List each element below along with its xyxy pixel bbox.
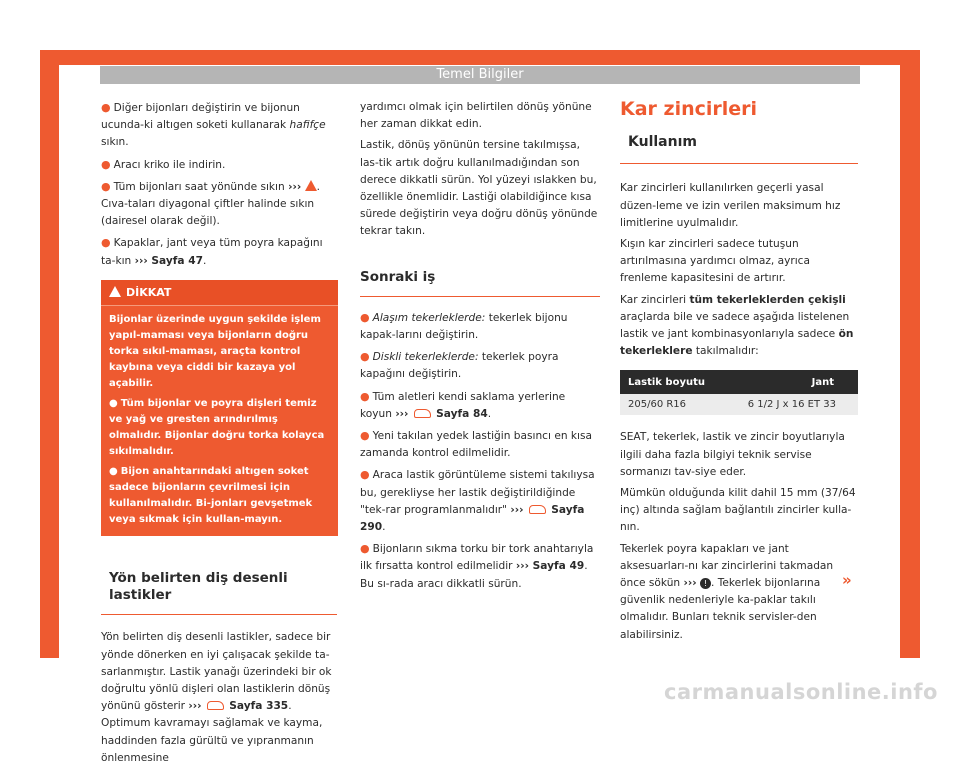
- paragraph: yardımcı olmak için belirtilen dönüş yönüne her zaman dikkat edin.: [360, 101, 592, 131]
- car-icon: [529, 505, 546, 514]
- table-row: [620, 394, 858, 415]
- reference-arrows[interactable]: ›››: [510, 503, 524, 516]
- tire-table: [620, 370, 858, 415]
- chapter-title: Kar zincirleri: [620, 98, 758, 120]
- bullet-icon: ●: [101, 157, 111, 171]
- text: tekerlek bijonu kapak-larını değiştirin.: [360, 311, 568, 342]
- bullet-icon: ●: [360, 310, 370, 324]
- info-icon: !: [700, 578, 711, 589]
- list-item: [109, 396, 330, 460]
- bullet-icon: ●: [101, 101, 111, 114]
- text: Tüm aletleri kendi saklama yerlerine koyun: [360, 390, 566, 420]
- text: Kapaklar, jant veya tüm poyra kapağını ta-kın: [101, 237, 323, 267]
- bullet-icon: ●: [109, 466, 118, 478]
- page-number: 51: [850, 632, 863, 643]
- text: . Optimum kavramayı sağlamak ve kayma, haddinden fazla gürültü ve yıpranmanın önlenmesine: [101, 700, 323, 764]
- text-italic: hafifçe: [289, 119, 326, 132]
- list-item: [101, 178, 337, 231]
- text: Kar zincirleri: [620, 293, 690, 306]
- text-bold: ön tekerleklere: [620, 328, 854, 358]
- paragraph: [620, 292, 858, 361]
- danger-text: Bijon anahtarındaki altıgen soket sadece bijonların çevrilmesi için kullanılmalıdır. Bi-jonları gevşetmek veya sıkmak için kullan-mayın.: [109, 466, 313, 526]
- paragraph: Mümkün olduğunda kilit dahil 15 mm (37/64 inç) altında sağlam bağlantılı zincirler kulla-nın.: [620, 487, 856, 534]
- reference-arrows[interactable]: ›››: [683, 577, 697, 590]
- paragraph: Lastik, dönüş yönünün tersine takılmışsa, las-tik artık doğru kullanılmadığından son derece dikkatli sürün. Yol yüzeyi ıslakken bu, özellikle önemlidir. Lastiği olabildiğince kısa sürede değiştirin veya doğru dönüş yönünde tekrar takın.: [360, 139, 598, 238]
- text: . Bu sı-rada aracı dikkatli sürün.: [360, 560, 588, 590]
- text-italic: Diskli tekerleklerde:: [372, 351, 479, 364]
- page-reference-link[interactable]: Sayfa 84: [436, 407, 488, 420]
- bullet-icon: ●: [109, 398, 118, 410]
- text: .: [202, 254, 207, 267]
- text-italic: Alaşım tekerleklerde:: [372, 311, 486, 324]
- page-reference-link[interactable]: Sayfa 290: [360, 503, 585, 534]
- bullet-icon: ●: [101, 236, 111, 250]
- paragraph: Kışın kar zincirleri sadece tutuşun artırılmasına yardımcı olmaz, ayrıca frenleme kapasitesini de artırır.: [620, 238, 810, 285]
- section-heading: Kullanım: [620, 130, 858, 164]
- list-item: [360, 466, 600, 536]
- bullet-icon: ●: [360, 429, 370, 443]
- danger-text: Bijonlar üzerinde uygun şekilde işlem yapıl-maması veya bijonların doğru torka sıkıl-maması, araçta kontrol kaybına veya ciddi bir kazaya yol açabilir.: [109, 314, 321, 390]
- warning-triangle-icon: [109, 286, 121, 297]
- watermark-text: carmanualsonline.info: [664, 680, 938, 704]
- table-header: Lastik boyutu: [620, 370, 725, 394]
- text: Tüm bijonları saat yönünde sıkın: [113, 180, 289, 193]
- bullet-icon: ●: [360, 350, 370, 364]
- text: Aracı kriko ile indirin.: [113, 158, 226, 171]
- text-bold: tüm tekerleklerden çekişli: [689, 293, 846, 306]
- reference-arrows[interactable]: ›››: [395, 407, 409, 420]
- text: . Cıva-taları diyagonal çiftler halinde sıkın (dairesel olarak değil).: [101, 180, 320, 228]
- bullet-icon: ●: [101, 179, 111, 193]
- table-cell: 6 1/2 J x 16 ET 33: [725, 394, 858, 415]
- list-item: [101, 99, 337, 152]
- list-item: [109, 464, 330, 528]
- paragraph: [620, 541, 858, 644]
- reference-arrows[interactable]: ›››: [288, 180, 302, 193]
- danger-box: [101, 280, 338, 536]
- list-item: [360, 309, 600, 344]
- list-item: [101, 156, 337, 174]
- section-heading: Sonraki iş: [360, 255, 600, 297]
- page-reference-link[interactable]: Sayfa 335: [229, 700, 289, 713]
- text: takılmalıdır:: [692, 345, 759, 358]
- list-item: [101, 234, 337, 269]
- table-cell: 205/60 R16: [620, 394, 725, 415]
- bullet-icon: ●: [360, 468, 370, 482]
- text: .: [382, 521, 386, 534]
- reference-arrows[interactable]: ›››: [188, 700, 202, 713]
- table-header: Jant: [725, 370, 858, 394]
- danger-body: [101, 306, 338, 536]
- text: tekerlek poyra kapağını değiştirin.: [360, 351, 559, 381]
- paragraph: Kar zincirleri kullanılırken geçerli yasal düzen-leme ve izin verilen maksimum hız limitlerine uyulmalıdır.: [620, 182, 841, 229]
- text: Bijonların sıkma torku bir tork anahtarıyla ilk fırsatta kontrol edilmelidir: [360, 543, 594, 573]
- text: Diğer bijonları değiştirin ve bijonun ucunda-ki altıgen soketi kullanarak: [101, 102, 300, 132]
- text: Yeni takılan yedek lastiğin basıncı en kısa zamanda kontrol edilmelidir.: [360, 430, 593, 460]
- section-heading: Yön belirten diş desenli lastikler: [101, 558, 337, 615]
- list-item: [360, 540, 600, 593]
- continue-icon: »: [842, 571, 852, 589]
- warning-triangle-icon: [305, 180, 317, 191]
- text: araçlarda bile ve sadece aşağıda listelenen lastik ve jant kombinasyonlarıyla sadece: [620, 310, 850, 341]
- list-item: [360, 388, 600, 423]
- watermark: [0, 670, 960, 708]
- column-middle: [360, 99, 600, 597]
- text: sıkın.: [101, 136, 129, 149]
- list-item: [360, 348, 600, 383]
- column-right: [620, 99, 858, 648]
- page-reference-link[interactable]: ››› Sayfa 49: [515, 560, 585, 573]
- text: Araca lastik görüntüleme sistemi takılıysa bu, gerekliyse her lastik değiştirildiğinde "tek-rar programlanmalıdır": [360, 469, 595, 516]
- list-item: [360, 427, 600, 462]
- table-header-row: [620, 370, 858, 394]
- bullet-icon: ●: [360, 389, 370, 403]
- text: .: [487, 407, 492, 420]
- paragraph: SEAT, tekerlek, lastik ve zincir boyutlarıyla ilgili daha fazla bilgiyi teknik servise sormanızı tav-siye eder.: [620, 431, 845, 478]
- page-header: Temel Bilgiler: [100, 66, 860, 84]
- danger-text: Tüm bijonlar ve poyra dişleri temiz ve yağ ve gresten arındırılmış olmalıdır. Bijonlar doğru torka kolayca sıkılmalıdır.: [109, 398, 325, 458]
- page-reference-link[interactable]: ››› Sayfa 47: [134, 254, 203, 267]
- danger-header: [101, 280, 338, 306]
- bullet-icon: ●: [360, 542, 370, 556]
- danger-title: DİKKAT: [126, 285, 172, 299]
- text: Tekerlek poyra kapakları ve jant aksesuarları-nı kar zincirlerini takmadan önce sökün: [620, 542, 834, 590]
- car-icon: [414, 409, 431, 418]
- text: . Tekerlek bijonlarına güvenlik nedenleriyle ka-paklar takılı olmalıdır. Bunları teknik servisler-den alabilirsiniz.: [620, 577, 821, 641]
- text: Yön belirten diş desenli lastikler, sadece bir yönde dönerken en iyi çalışacak şekilde ta-sarlanmıştır. Lastik yanağı üzerindeki bir ok doğrultu yönlü dişleri olan lastiklerin dönüş yönünü gösterir: [101, 631, 332, 713]
